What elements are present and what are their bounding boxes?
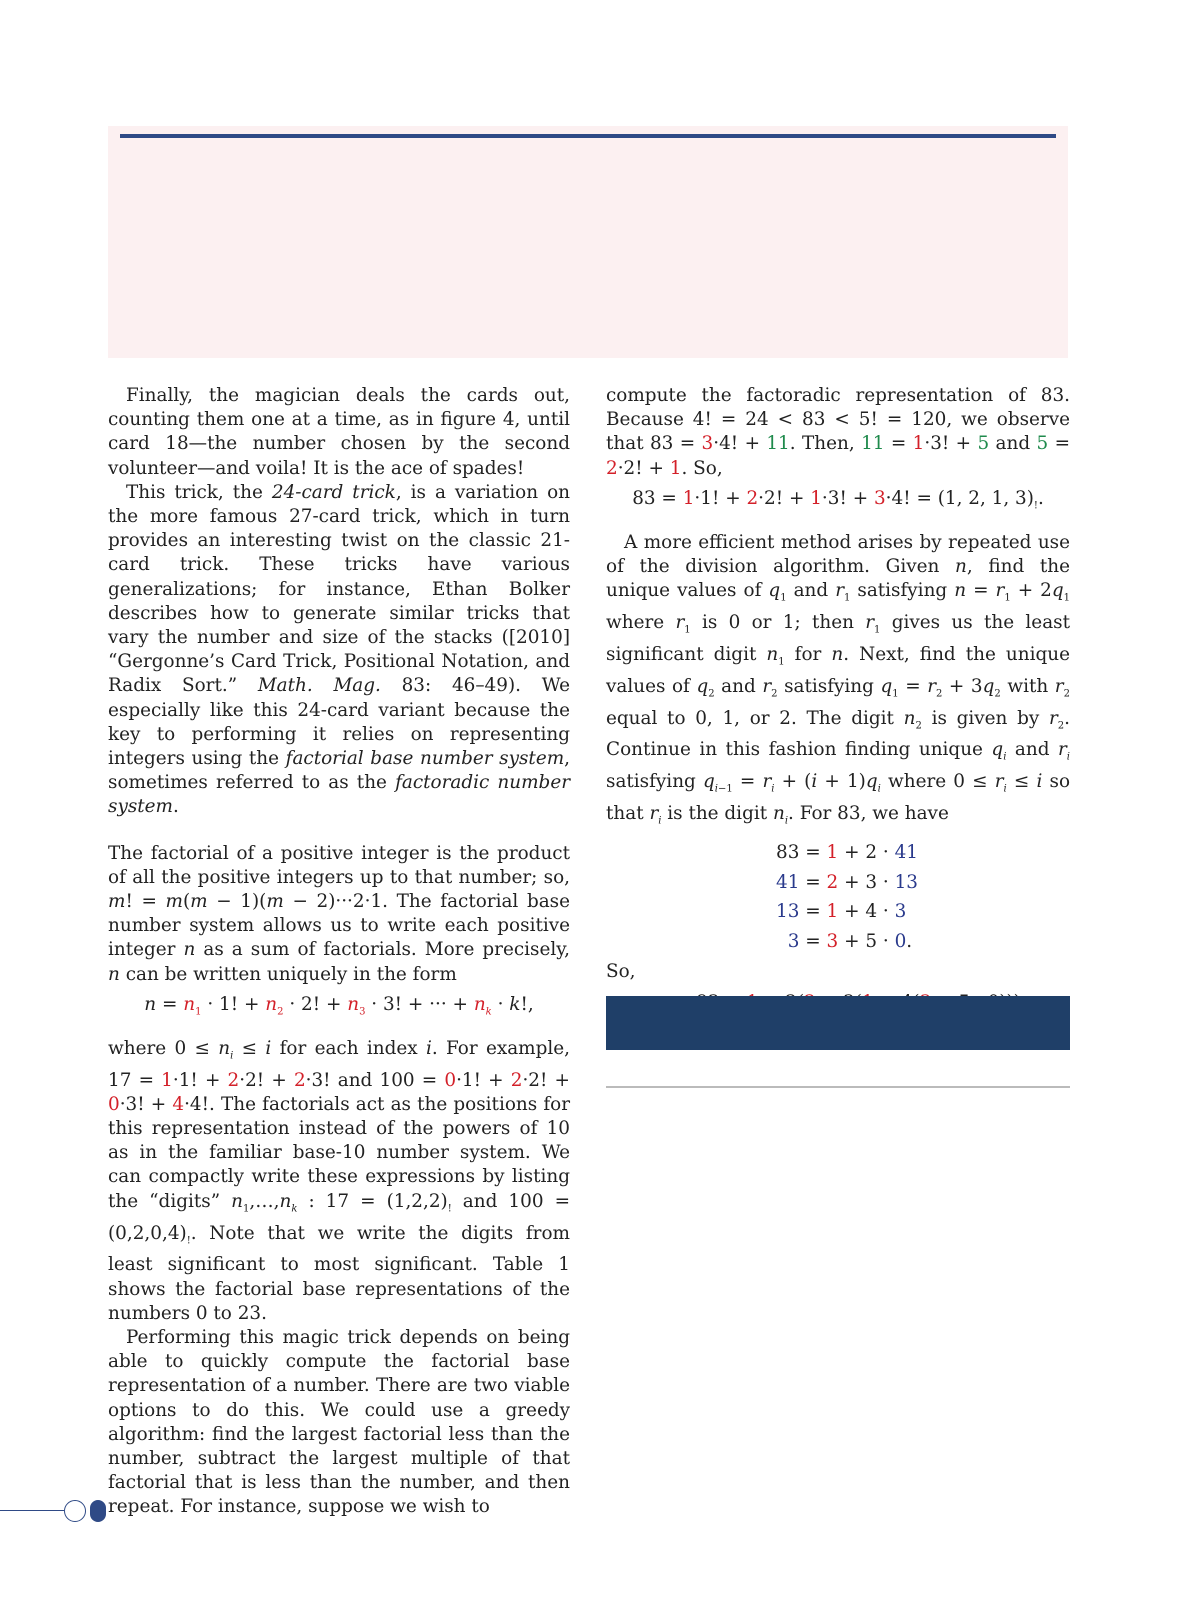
page-number (64, 1500, 86, 1522)
paragraph: where $0 \le n_i \le i$ for each index i. For example, 17 = 1·1! + 2·2! + 2·3! and 100 = 0·1! + 2·2! + 0·3! + 4·4!. The factorials act as the positions for this representation instead of the powers of 10 as in the familiar base-10 number system. We can compactly write these expressions by listing the “digits” $n_1,\dots,n_k$ : $17 = (1,2,2)_!$ and $100 = (0,2,0,4)_!$. Note that we write the digits from least significant to most significant. Table 1 shows the factorial base representations of the numbers 0 to 23. (108, 1037, 571, 1324)
left-column (108, 384, 570, 1520)
equation: $n = n_1 \cdot 1$! + $n_2 \cdot 2$! + $n_3 \cdot 3$! + ··· + $n_k \cdot k$!, (144, 993, 534, 1018)
header-number-1 (606, 1050, 722, 1087)
header-factoradic-1 (722, 1050, 838, 1087)
division-equations: 83 = 1 + 2 · 41 41 = 2 + 3 · 13 13 = 1 + 4 · 3 3 = 3 + 5 · 0. (776, 842, 918, 952)
footer-rule (0, 1510, 64, 1511)
paragraph: The factorial of a positive integer is the product of all the positive integers up to that number; so, m! = m(m − 1)(m − 2)···2·1. The factorial base number system allows us to write each positive integer n as a sum of factorials. More precisely, n can be written uniquely in the form (108, 842, 571, 985)
paragraph: This trick, the 24-card trick, is a variation on the more famous 27-card trick, which in turn provides an interesting twist on the classic 21-card trick. These tricks have various generalizations; for instance, Ethan Bolker describes how to generate similar tricks that vary the number and size of the stacks ([2010] “Gergonne’s Card Trick, Positional Notation, and Radix Sort.” Math. Mag. 83: 46–49). We especially like this 24-card variant because the key to performing it relies on representing integers using the factorial base number system, sometimes referred to as the factoradic number system. (108, 481, 571, 818)
table-1 (606, 996, 1070, 1088)
issue-label (90, 1500, 106, 1522)
right-column (606, 384, 1070, 1051)
table-header-row (606, 1050, 1070, 1087)
header-factoradic-2 (954, 1050, 1070, 1087)
paragraph: Performing this magic trick depends on being able to quickly compute the factorial base representation of a number. There are two viable options to do this. We could use a greedy algorithm: find the largest factorial less than the number, subtract the largest multiple of that factorial that is less than the number, and then repeat. For instance, suppose we wish to (108, 1327, 570, 1518)
equation: 83 = 1·1! + 2·2! + 1·3! + 3·4! = (1, 2, 1, $3)_!$. (632, 487, 1044, 512)
page-footer (0, 1496, 1200, 1526)
paragraph: A more efficient method arises by repeated use of the division algorithm. Given n, find the unique values of $q_1$ and $r_1$ satisfying $n = r_1 + 2q_1$ where $r_1$ is 0 or 1; then $r_1$ gives us the least significant digit $n_1$ for n. Next, find the unique values of $q_2$ and $r_2$ satisfying $q_1 = r_2 + 3q_2$ with $r_2$ equal to 0, 1, or 2. The digit $n_2$ is given by $r_2$. Continue in this fashion finding unique $q_i$ and $r_i$ satisfying $q_{i-1} = r_i + (i + 1)q_i$ where $0 \le r_i \le i$ so that $r_i$ is the digit $n_i$. For 83, we have (606, 531, 1071, 827)
paragraph: So, (606, 961, 636, 983)
figure-4 (108, 126, 1068, 358)
paragraph: Finally, the magician deals the cards out, counting them one at a time, as in figure 4, until card 18—the number chosen by the second volunteer—and voila! It is the ace of spades! (108, 385, 570, 479)
paragraph: compute the factoradic representation of 83. Because 4! = 24 < 83 < 5! = 120, we observe that 83 = 3·4! + 11. Then, 11 = 1·3! + 5 and 5 = 2·2! + 1. So, (606, 385, 1070, 479)
header-number-2 (838, 1050, 954, 1087)
card-row (108, 126, 1068, 358)
table-title (606, 996, 1070, 1050)
factoradic-table (606, 1050, 1070, 1088)
